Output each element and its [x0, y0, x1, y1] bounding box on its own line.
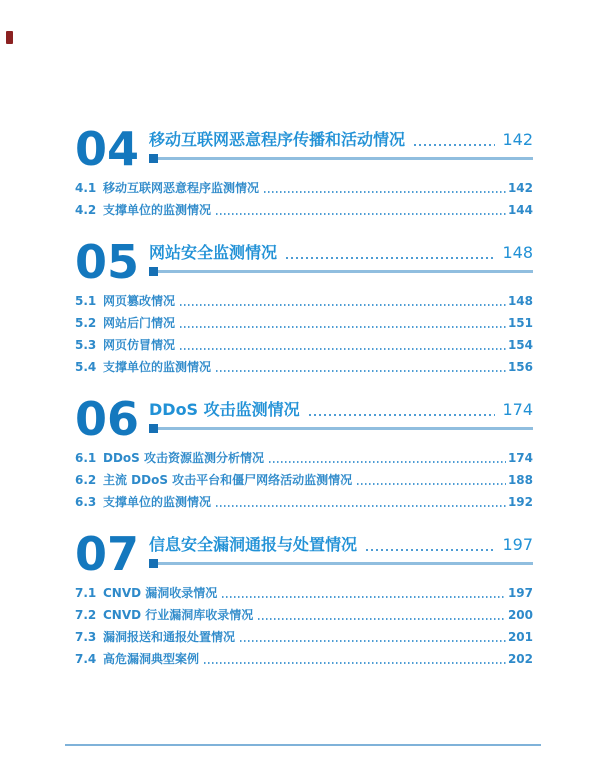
item-title: 主流 DDoS 攻击平台和僵尸网络活动监测情况 [103, 473, 353, 487]
item-number: 6.3 [75, 495, 97, 509]
item-number: 5.3 [75, 338, 97, 352]
item-page-number: 202 [507, 652, 533, 666]
item-page-number: 200 [507, 608, 533, 622]
section-header-right [149, 130, 533, 168]
dot-leader [414, 144, 495, 146]
section-items [75, 587, 533, 666]
section-header[interactable] [75, 392, 533, 446]
section-title: DDoS 攻击监测情况 [149, 400, 300, 419]
section-title-row [149, 130, 533, 150]
dot-leader [222, 596, 506, 598]
dot-leader [286, 257, 495, 259]
dot-leader [216, 505, 506, 507]
item-page-number: 201 [507, 630, 533, 644]
item-title: CNVD 漏洞收录情况 [103, 586, 218, 600]
dot-leader [258, 618, 506, 620]
item-page-number: 197 [507, 586, 533, 600]
underline-line [158, 562, 533, 565]
section-page-number: 142 [502, 130, 533, 149]
item-page-number: 156 [507, 360, 533, 374]
item-page-number: 188 [507, 473, 533, 487]
section-header-right [149, 243, 533, 281]
toc-item[interactable] [75, 474, 533, 487]
dot-leader [216, 370, 506, 372]
item-title: 支撑单位的监测情况 [103, 495, 212, 509]
item-title: 网页仿冒情况 [103, 338, 176, 352]
section-header[interactable] [75, 527, 533, 581]
underline-line [158, 157, 533, 160]
item-number: 7.2 [75, 608, 97, 622]
section-title: 移动互联网恶意程序传播和活动情况 [149, 130, 406, 149]
section-underline [149, 424, 533, 433]
corner-mark [6, 31, 13, 44]
table-of-contents [75, 122, 533, 692]
item-title: CNVD 行业漏洞库收录情况 [103, 608, 254, 622]
section-underline [149, 559, 533, 568]
section-header[interactable] [75, 235, 533, 289]
item-page-number: 192 [507, 495, 533, 509]
item-number: 7.3 [75, 630, 97, 644]
item-page-number: 154 [507, 338, 533, 352]
dot-leader [216, 213, 506, 215]
toc-item[interactable] [75, 496, 533, 509]
section-number: 05 [75, 235, 140, 289]
toc-section [75, 392, 533, 509]
dot-leader [309, 414, 496, 416]
item-page-number: 142 [507, 181, 533, 195]
section-header[interactable] [75, 122, 533, 176]
toc-item[interactable] [75, 452, 533, 465]
toc-section [75, 235, 533, 374]
section-underline [149, 267, 533, 276]
section-items [75, 295, 533, 374]
item-number: 5.2 [75, 316, 97, 330]
item-number: 4.1 [75, 181, 97, 195]
dot-leader [180, 304, 506, 306]
dot-leader [357, 483, 506, 485]
toc-item[interactable] [75, 587, 533, 600]
item-number: 6.1 [75, 451, 97, 465]
underline-square [149, 267, 158, 276]
dot-leader [264, 191, 506, 193]
footer-rule [65, 744, 541, 746]
toc-section [75, 527, 533, 666]
dot-leader [180, 348, 506, 350]
toc-item[interactable] [75, 339, 533, 352]
dot-leader [204, 662, 506, 664]
dot-leader [240, 640, 506, 642]
toc-section [75, 122, 533, 217]
section-title-row [149, 535, 533, 555]
section-header-right [149, 400, 533, 438]
item-page-number: 151 [507, 316, 533, 330]
section-items [75, 182, 533, 217]
section-page-number: 174 [502, 400, 533, 419]
section-title: 信息安全漏洞通报与处置情况 [149, 535, 358, 554]
section-number: 07 [75, 527, 140, 581]
item-page-number: 148 [507, 294, 533, 308]
section-header-right [149, 535, 533, 573]
dot-leader [269, 461, 506, 463]
item-title: 网站后门情况 [103, 316, 176, 330]
item-number: 7.1 [75, 586, 97, 600]
section-title-row [149, 400, 533, 420]
item-number: 5.1 [75, 294, 97, 308]
item-title: 支撑单位的监测情况 [103, 360, 212, 374]
item-number: 6.2 [75, 473, 97, 487]
toc-item[interactable] [75, 182, 533, 195]
section-title-row [149, 243, 533, 263]
toc-item[interactable] [75, 653, 533, 666]
toc-item[interactable] [75, 295, 533, 308]
toc-item[interactable] [75, 204, 533, 217]
section-number: 04 [75, 122, 140, 176]
item-number: 4.2 [75, 203, 97, 217]
item-title: 高危漏洞典型案例 [103, 652, 200, 666]
section-page-number: 148 [502, 243, 533, 262]
section-number: 06 [75, 392, 140, 446]
toc-item[interactable] [75, 361, 533, 374]
section-page-number: 197 [502, 535, 533, 554]
item-title: DDoS 攻击资源监测分析情况 [103, 451, 264, 465]
item-title: 网页篡改情况 [103, 294, 176, 308]
dot-leader [180, 326, 506, 328]
item-number: 7.4 [75, 652, 97, 666]
section-title: 网站安全监测情况 [149, 243, 278, 262]
section-underline [149, 154, 533, 163]
item-page-number: 174 [507, 451, 533, 465]
item-title: 移动互联网恶意程序监测情况 [103, 181, 260, 195]
underline-line [158, 270, 533, 273]
toc-item[interactable] [75, 609, 533, 622]
item-page-number: 144 [507, 203, 533, 217]
underline-square [149, 424, 158, 433]
underline-line [158, 427, 533, 430]
underline-square [149, 154, 158, 163]
item-title: 漏洞报送和通报处置情况 [103, 630, 236, 644]
toc-item[interactable] [75, 631, 533, 644]
dot-leader [366, 549, 495, 551]
toc-item[interactable] [75, 317, 533, 330]
item-number: 5.4 [75, 360, 97, 374]
underline-square [149, 559, 158, 568]
item-title: 支撑单位的监测情况 [103, 203, 212, 217]
section-items [75, 452, 533, 509]
